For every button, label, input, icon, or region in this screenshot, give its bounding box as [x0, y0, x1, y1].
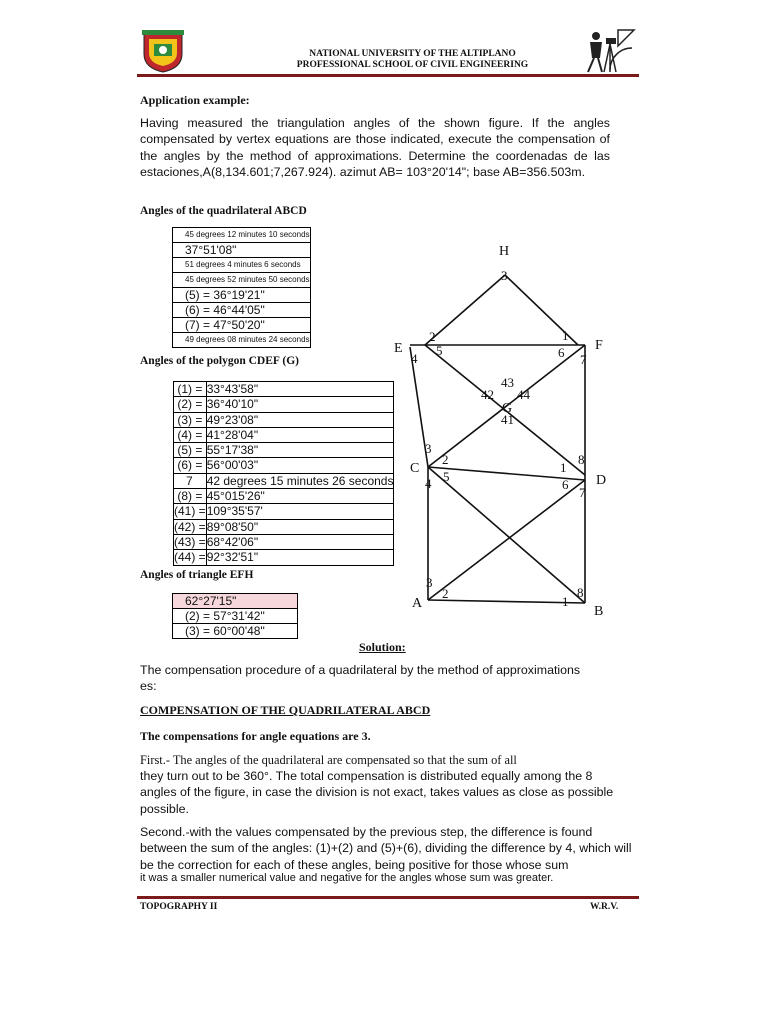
angle-num: 2 — [429, 329, 436, 344]
quad-row — [173, 258, 311, 273]
tri-row — [173, 624, 298, 639]
procedure-paragraph: The compensation procedure of a quadrilateral by the method of approximations es: — [140, 663, 581, 694]
quad-row — [173, 333, 311, 348]
quad-angle-cell: 51 degrees 4 minutes 6 seconds — [173, 258, 311, 273]
tri-row — [173, 609, 298, 624]
quad-row — [173, 303, 311, 318]
poly-angle-label: (41) = — [174, 504, 206, 519]
quad-angle-cell: 49 degrees 08 minutes 24 seconds — [173, 333, 311, 348]
poly-row — [174, 443, 394, 458]
footer-initials: W.R.V. — [590, 902, 619, 912]
second-last-line: it was a smaller numerical value and negative for the angles whose sum was greater. — [140, 872, 554, 884]
quad-angle-cell: (7) = 47°50'20" — [173, 318, 311, 333]
angle-num: 1 — [562, 594, 569, 609]
quad-angle-cell: (5) = 36°19'21" — [173, 288, 311, 303]
vertex-d: D — [596, 473, 607, 488]
surveyor-logo — [580, 26, 636, 74]
quad-angles-table — [172, 227, 311, 348]
tri-angle-cell: (3) = 60°00'48" — [173, 624, 298, 639]
poly-angle-value: 49°23'08" — [206, 412, 394, 427]
first-lead: First.- The angles of the quadrilateral are compensated so that the sum of all — [140, 753, 517, 767]
poly-angle-value: 89°08'50" — [206, 519, 394, 534]
vertex-e: E — [394, 341, 403, 356]
quad-angle-cell: (6) = 46°44'05" — [173, 303, 311, 318]
poly-angle-value: 45°015'26" — [206, 489, 394, 504]
tri-angles-table — [172, 593, 298, 639]
angle-num: 7 — [580, 352, 587, 367]
angle-num: 7 — [579, 485, 586, 500]
tri-angle-cell: 62°27'15" — [173, 594, 298, 609]
quad-row — [173, 288, 311, 303]
angle-num: 42 — [481, 387, 494, 402]
second-paragraph: Second.-with the values compensated by the previous step, the difference is found between the sum of the angles: (1)+(2) and (5)+(6), dividing the difference by 4, which will be the correction for each of these angles, being positive for those whose sum — [140, 825, 632, 872]
poly-angle-label: (8) = — [174, 489, 207, 504]
poly-angle-label: (6) = — [174, 458, 207, 473]
quad-heading: Angles of the quadrilateral ABCD — [140, 205, 307, 217]
tri-heading: Angles of triangle EFH — [140, 569, 254, 581]
quad-row — [173, 228, 311, 243]
poly-row — [174, 427, 394, 442]
solution-label: Solution: — [359, 640, 406, 654]
poly-row — [174, 550, 394, 565]
tri-angle-cell: (2) = 57°31'42" — [173, 609, 298, 624]
footer-rule — [137, 896, 639, 899]
angle-num: 6 — [562, 477, 569, 492]
angle-num: 3 — [425, 441, 432, 456]
angle-num: 5 — [436, 343, 443, 358]
vertex-b: B — [594, 604, 604, 619]
angle-num: 1 — [560, 460, 567, 475]
poly-angle-value: 41°28'04" — [206, 427, 394, 442]
section-title: Application example: — [140, 93, 250, 107]
comp-subheading: The compensations for angle equations are 3. — [140, 729, 371, 743]
quad-angle-cell: 37°51'08" — [173, 243, 311, 258]
angle-num: 8 — [577, 585, 584, 600]
poly-angle-label: (44) = — [174, 550, 206, 565]
header-rule — [137, 74, 639, 77]
angle-num: 44 — [517, 387, 530, 402]
quad-angle-cell: 45 degrees 12 minutes 10 seconds — [173, 228, 311, 243]
poly-angle-label: (4) = — [174, 427, 207, 442]
poly-angles-table — [173, 381, 394, 566]
poly-row — [174, 534, 394, 549]
poly-heading: Angles of the polygon CDEF (G) — [140, 355, 299, 367]
poly-angle-label: (1) = — [174, 382, 207, 397]
poly-angle-label: (42) = — [174, 519, 206, 534]
triangulation-diagram — [380, 235, 620, 625]
quad-angle-cell: 45 degrees 52 minutes 50 seconds — [173, 273, 311, 288]
angle-num: 5 — [443, 469, 450, 484]
angle-num: 4 — [411, 351, 418, 366]
vertex-a: A — [412, 596, 423, 611]
poly-row — [174, 504, 394, 519]
poly-row — [174, 382, 394, 397]
tri-row — [173, 594, 298, 609]
quad-row — [173, 318, 311, 333]
vertex-g: G — [502, 401, 513, 416]
intro-paragraph: Having measured the triangulation angles of the shown figure. If the angles compensated by vertex equations are those indicated, execute the compensation of the angles by the method of approximations. Determine the coordenadas de las estaciones,A(8,134.601;7,267.924). azimut AB= 103°20'14"; base AB=356.503m. — [140, 116, 610, 179]
poly-row — [174, 412, 394, 427]
poly-angle-value: 42 degrees 15 minutes 26 seconds — [206, 473, 394, 488]
angle-num: 6 — [558, 345, 565, 360]
poly-angle-value: 55°17'38" — [206, 443, 394, 458]
footer-course: TOPOGRAPHY II — [140, 902, 218, 912]
university-shield-logo — [140, 28, 186, 74]
angle-num: 4 — [425, 476, 432, 491]
poly-angle-label: (43) = — [174, 534, 206, 549]
angle-num: 2 — [442, 586, 449, 601]
vertex-c: C — [410, 461, 420, 476]
poly-angle-label: (2) = — [174, 397, 207, 412]
poly-angle-label: (3) = — [174, 412, 207, 427]
angle-num: 8 — [578, 452, 585, 467]
poly-row — [174, 519, 394, 534]
header-school: PROFESSIONAL SCHOOL OF CIVIL ENGINEERING — [296, 60, 529, 70]
angle-num: 41 — [501, 412, 514, 427]
poly-row — [174, 458, 394, 473]
poly-row — [174, 473, 394, 488]
poly-angle-label: 7 — [174, 473, 207, 488]
angle-num: 3 — [426, 575, 433, 590]
poly-angle-label: (5) = — [174, 443, 207, 458]
vertex-f: F — [595, 338, 603, 353]
angle-num: 2 — [442, 452, 449, 467]
quad-row — [173, 243, 311, 258]
poly-angle-value: 56°00'03" — [206, 458, 394, 473]
vertex-h: H — [499, 244, 510, 259]
first-paragraph: they turn out to be 360°. The total compensation is distributed equally among the 8 angles of the figure, in case the division is not exact, takes values as close as possible possible. — [140, 769, 614, 816]
poly-angle-value: 36°40'10" — [206, 397, 394, 412]
header-university: NATIONAL UNIVERSITY OF THE ALTIPLANO — [309, 49, 516, 59]
poly-angle-value: 68°42'06" — [206, 534, 394, 549]
comp-heading: COMPENSATION OF THE QUADRILATERAL ABCD — [140, 703, 431, 717]
quad-row — [173, 273, 311, 288]
poly-row — [174, 397, 394, 412]
poly-row — [174, 489, 394, 504]
angle-num: 43 — [501, 375, 514, 390]
angle-num: 1 — [562, 328, 569, 343]
poly-angle-value: 33°43'58" — [206, 382, 394, 397]
poly-angle-value: 109°35'57' — [206, 504, 394, 519]
poly-angle-value: 92°32'51" — [206, 550, 394, 565]
angle-num: 3 — [501, 268, 508, 283]
